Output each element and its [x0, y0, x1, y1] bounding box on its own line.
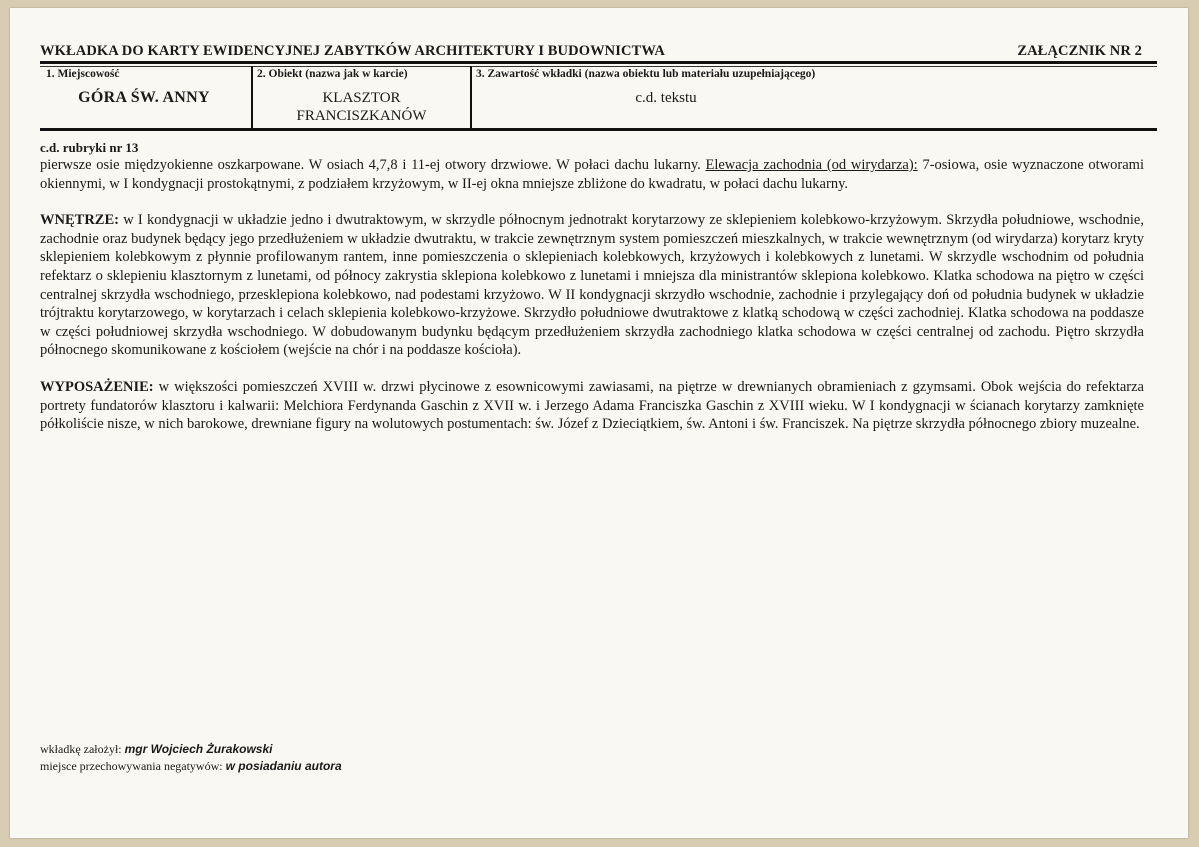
- paragraph-interior: [40, 211, 1144, 360]
- storage-value: w posiadaniu autora: [225, 758, 342, 773]
- locality-value: GÓRA ŚW. ANNY: [78, 89, 210, 106]
- locality-label: 1. Miejscowość: [46, 68, 120, 80]
- header-rule: [40, 61, 1157, 64]
- card-footer: [40, 741, 342, 774]
- card-header: [40, 43, 1156, 61]
- body-text: [40, 140, 1144, 434]
- fields-top-line: [40, 66, 1157, 67]
- content-label: 3. Zawartość wkładki (nazwa obiektu lub materiału uzupełniającego): [476, 68, 816, 80]
- west-facade-heading: Elewacja zachodnia (od wirydarza):: [705, 157, 918, 173]
- author-label: wkładkę założył:: [40, 742, 122, 756]
- storage-line: [40, 758, 342, 775]
- object-value: [254, 89, 469, 125]
- facade-text-b: 7-osiowa, osie wyznaczone otworami okiennymi, w I kondygnacji prostokątnymi, z podziałem krzyżowym, w II-ej okna mniejsze zbliżone do kwadratu, w połaci dachu lukarny.: [40, 157, 1144, 192]
- object-label: 2. Obiekt (nazwa jak w karcie): [257, 68, 408, 80]
- object-value-line1: KLASZTOR: [322, 90, 401, 106]
- annex-number: ZAŁĄCZNIK NR 2: [1017, 43, 1142, 59]
- author-value: mgr Wojciech Żurakowski: [124, 742, 273, 756]
- column-divider-1: [251, 66, 253, 129]
- facade-text-a: pierwsze osie międzyokienne oszkarpowane. W osiach 4,7,8 i 11-ej otwory drzwiowe. W połaci dachu lukarny.: [40, 157, 706, 173]
- document-title: WKŁADKA DO KARTY EWIDENCYJNEJ ZABYTKÓW ARCHITEKTURY I BUDOWNICTWA: [40, 43, 665, 59]
- furnishings-heading: WYPOSAŻENIE:: [40, 378, 154, 395]
- furnishings-text: w większości pomieszczeń XVIII w. drzwi płycinowe z esownicowymi zawiasami, na piętrze w drewnianych obramieniach z gzymsami. Obok wejścia do refektarza portrety fundatorów klasztoru i kalwarii: Melchiora Ferdynanda Gaschin z XVII w. i Jerzego Adama Franciszka Gaschin z XVIII wieku. W I kondygnacji w ścianach korytarzy zamknięte półkoliście nisze, w nich barokowe, drewniane figury na wolutowych postumentach: św. Józef z Dzieciątkiem, św. Antoni i św. Franciszek. Na piętrze skrzydła północnego zbiory muzealne.: [40, 378, 1144, 433]
- interior-text: w I kondygnacji w układzie jedno i dwutraktowym, w skrzydle północnym jednotrakt korytarzowy ze sklepieniem kolebkowo-krzyżowym. Skrzydła południowe, wschodnie, zachodnie oraz budynek będący jego przedłużeniem w układzie dwutraktu, w trakcie zewnętrznym system pomieszczeń mieszkalnych, w trakcie wewnętrznym (od wirydarza) korytarz kryty sklepieniem kolebkowym z płynnie profilowanym rantem, inne pomieszczenia o sklepieniach kolebkowych, krzyżowych i kolebkowych z lunetami. W skrzydle wschodnim od południa refektarz o sklepieniu klasztornym z lunetami, od północy zakrystia sklepiona kolebkowo z lunetami i mniejsza dla ministrantów sklepiona kolebkowo. Klatka schodowa na piętro w części centralnej skrzydła wschodniego, przesklepiona kolebkowo, nad podestami krzyżowo. W II kondygnacji skrzydło wschodnie, zachodnie i przylegający doń od południa budynek w układzie trójtraktu korytarzowego, w korytarzach i celach sklepienia kolebkowo-krzyżowe. Skrzydło południowe dwutraktowe z klatką schodową w części zachodniej. Klatka schodowa na poddasze w części południowej skrzydła wschodniego. W dobudowanym budynku będącym przedłużeniem skrzydła zachodniego klatka schodowa w części centralnej od zachodu. Piętro skrzydła północnego skomunikowane z kościołem (wejście na chór i na poddasze kościoła).: [40, 212, 1144, 359]
- column-divider-2: [470, 66, 472, 129]
- storage-label: miejsce przechowywania negatywów:: [40, 758, 223, 773]
- interior-heading: WNĘTRZE:: [40, 212, 119, 229]
- paragraph-furnishings: [40, 378, 1144, 434]
- author-line: [40, 741, 342, 758]
- object-value-line2: FRANCISZKANÓW: [296, 108, 427, 124]
- content-value: c.d. tekstu: [635, 90, 697, 106]
- section-subheading: c.d. rubryki nr 13: [40, 140, 139, 155]
- fields-bottom-rule: [40, 128, 1157, 131]
- paragraph-facade: [40, 156, 1144, 193]
